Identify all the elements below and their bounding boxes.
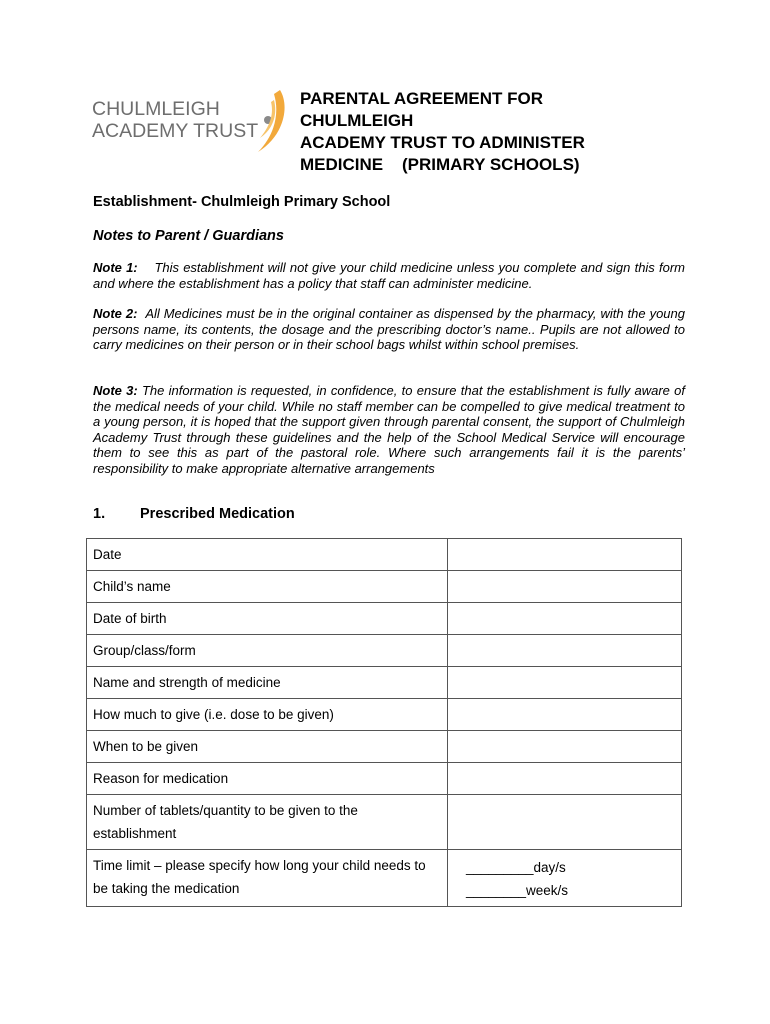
note-3-text: The information is requested, in confidence, to ensure that the establishment is fully aware of the medical needs of your child. While no staff member can be compelled to give medical treatment to a young person, it is hoped that the support given through parental consent, the support of Chulmleigh Academy Trust through these guidelines and the help of the School Medical Service will encourage them to see this as part of the pastoral role. Where such arrangements fail it is the parents’ responsibility to make appropriate alternative arrangements xyxy=(93,383,685,476)
note-2-label: Note 2: xyxy=(93,306,138,321)
table-row xyxy=(87,731,682,763)
row-label: Date xyxy=(87,539,448,571)
chulmleigh-logo xyxy=(92,86,292,156)
logo-text xyxy=(92,98,258,142)
logo-line2: ACADEMY TRUST xyxy=(92,120,259,142)
row-label: Child’s name xyxy=(87,571,448,603)
table-row xyxy=(87,763,682,795)
note-3 xyxy=(93,383,685,477)
title-line3: ACADEMY TRUST TO ADMINISTER xyxy=(300,133,585,152)
section-title: Prescribed Medication xyxy=(140,506,295,522)
row-label: Number of tablets/quantity to be given to the establishment xyxy=(87,795,448,850)
time-limit-days[interactable]: _________day/s xyxy=(465,860,566,875)
date-of-birth-field[interactable] xyxy=(447,603,681,635)
row-label: Reason for medication xyxy=(87,763,448,795)
childs-name-field[interactable] xyxy=(447,571,681,603)
note-1 xyxy=(93,260,685,291)
table-row xyxy=(87,699,682,731)
table-row xyxy=(87,539,682,571)
time-limit-weeks[interactable]: ________week/s xyxy=(465,883,569,898)
dose-field[interactable] xyxy=(447,699,681,731)
quantity-field[interactable] xyxy=(447,795,681,850)
prescribed-medication-table xyxy=(86,538,682,907)
date-field[interactable] xyxy=(447,539,681,571)
table-row xyxy=(87,850,682,907)
note-2 xyxy=(93,306,685,353)
notes-heading: Notes to Parent / Guardians xyxy=(93,228,284,244)
row-label: Name and strength of medicine xyxy=(87,667,448,699)
logo-line1: CHULMLEIGH xyxy=(92,98,220,120)
section-number: 1. xyxy=(93,506,106,522)
row-label: Date of birth xyxy=(87,603,448,635)
row-label: When to be given xyxy=(87,731,448,763)
group-class-form-field[interactable] xyxy=(447,635,681,667)
when-to-give-field[interactable] xyxy=(447,731,681,763)
reason-field[interactable] xyxy=(447,763,681,795)
note-2-text: All Medicines must be in the original container as dispensed by the pharmacy, with the young persons name, its contents, the dosage and the prescribing doctor’s name.. Pupils are not allowed to carry medicines on their person or in their school bags whilst within school premises. xyxy=(93,306,685,353)
table-row xyxy=(87,795,682,850)
establishment-heading: Establishment- Chulmleigh Primary School xyxy=(93,194,391,210)
note-3-label: Note 3: xyxy=(93,383,138,398)
row-label: Time limit – please specify how long your child needs to be taking the medication xyxy=(87,850,448,907)
title-line4: MEDICINE (PRIMARY SCHOOLS) xyxy=(300,155,580,174)
section-heading xyxy=(93,506,295,522)
time-limit-field[interactable] xyxy=(447,850,681,907)
row-label: How much to give (i.e. dose to be given) xyxy=(87,699,448,731)
title-line1: PARENTAL AGREEMENT FOR xyxy=(300,89,544,108)
table-row xyxy=(87,571,682,603)
title-line2: CHULMLEIGH xyxy=(300,111,414,130)
page-title xyxy=(300,88,660,176)
table-row xyxy=(87,635,682,667)
note-1-text: This establishment will not give your child medicine unless you complete and sign this form and where the establishment has a policy that staff can administer medicine. xyxy=(93,260,686,291)
medicine-name-strength-field[interactable] xyxy=(447,667,681,699)
note-1-label: Note 1: xyxy=(93,260,138,275)
row-label: Group/class/form xyxy=(87,635,448,667)
table-row xyxy=(87,667,682,699)
table-row xyxy=(87,603,682,635)
logo-mark-icon xyxy=(244,86,294,156)
